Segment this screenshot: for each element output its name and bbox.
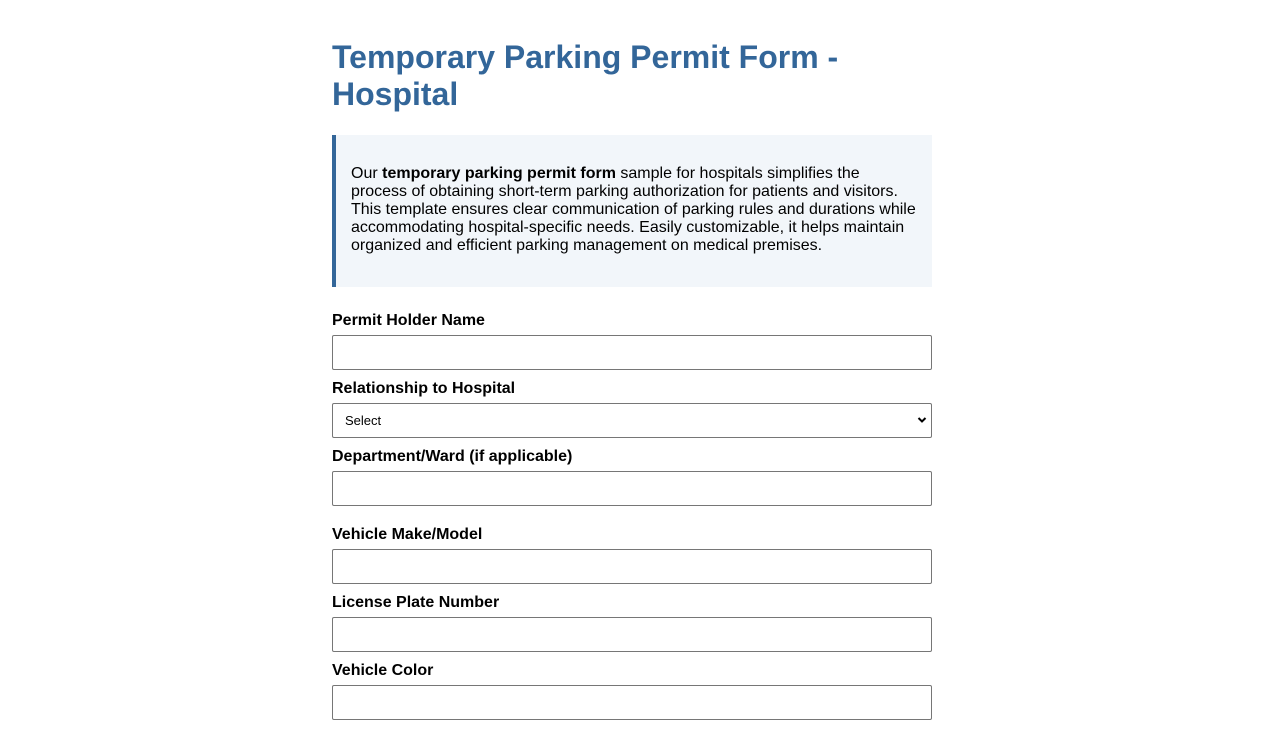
page-title: Temporary Parking Permit Form - Hospital (332, 39, 839, 112)
intro-text (351, 165, 917, 255)
permit-holder-name-label: Permit Holder Name (332, 312, 485, 329)
vehicle-color-input[interactable] (332, 685, 932, 720)
vehicle-make-model-label: Vehicle Make/Model (332, 526, 483, 543)
permit-holder-name-input[interactable] (332, 335, 932, 370)
license-plate-label: License Plate Number (332, 594, 500, 611)
intro-callout (332, 135, 932, 287)
chevron-down-icon (917, 415, 927, 425)
relationship-label: Relationship to Hospital (332, 380, 516, 397)
relationship-select[interactable] (332, 403, 932, 438)
relationship-selected-value: Select (345, 413, 382, 428)
vehicle-make-model-input[interactable] (332, 549, 932, 584)
intro-bold-text: temporary parking permit form (382, 165, 616, 182)
vehicle-color-label: Vehicle Color (332, 662, 434, 679)
department-label: Department/Ward (if applicable) (332, 448, 573, 465)
intro-prefix: Our (351, 165, 383, 182)
license-plate-input[interactable] (332, 617, 932, 652)
intro-suffix: sample for hospitals simplifies the process of obtaining short-term parking authorization for patients and visitors. This template ensures clear communication of parking rules and durations while accommodating hospital-specific needs. Easily customizable, it helps maintain organized and efficient parking management on medical premises. (351, 165, 916, 254)
department-input[interactable] (332, 471, 932, 506)
